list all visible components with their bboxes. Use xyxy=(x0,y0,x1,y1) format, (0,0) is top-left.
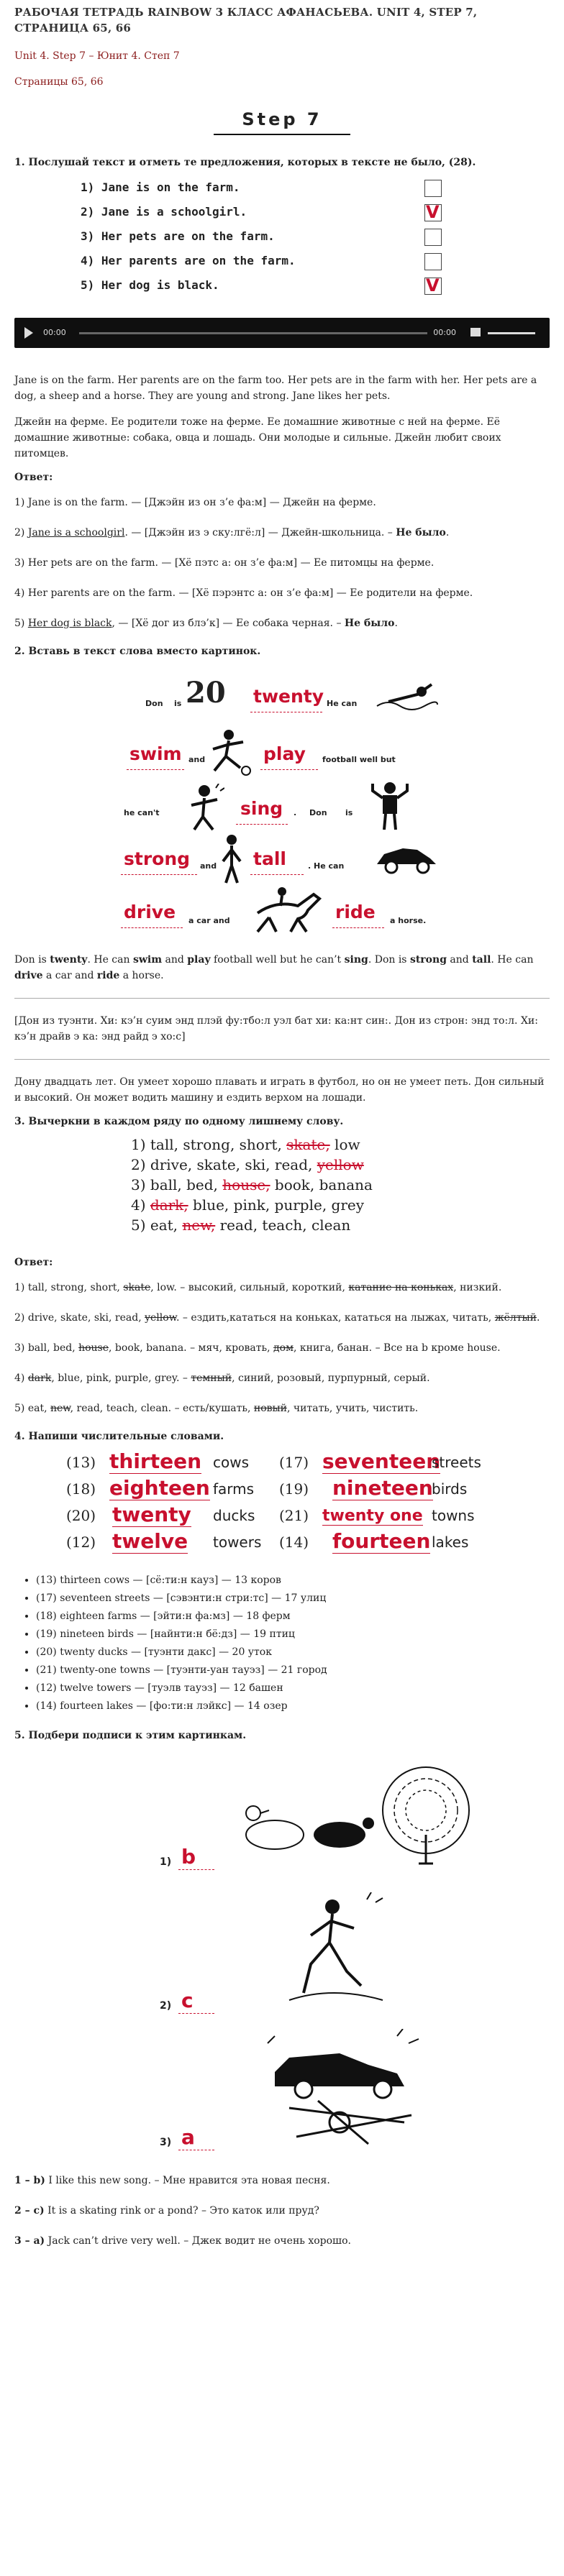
answer-word: strong xyxy=(124,848,191,869)
struck-word: dark, xyxy=(150,1196,188,1214)
answer-text: , low. – высокий, сильный, короткий, xyxy=(150,1282,349,1293)
answer-label: Ответ: xyxy=(14,472,53,483)
written-number: fourteen xyxy=(332,1529,431,1553)
struck-word: темный xyxy=(191,1372,232,1384)
answer-line xyxy=(14,555,550,571)
answer-text: 3) ball, bed, xyxy=(14,1342,79,1354)
list-item: • (21) twenty-one towns — [туэнти-уан тауэз] — 21 город xyxy=(36,1661,550,1679)
answer-5-list xyxy=(14,2173,550,2249)
number-label: (17) xyxy=(279,1454,309,1471)
answer-text: . xyxy=(536,1312,540,1324)
answer-line xyxy=(14,1340,550,1356)
word-row-text: 1) tall, strong, short, xyxy=(131,1136,287,1153)
play-icon[interactable] xyxy=(24,327,33,339)
answer-line xyxy=(178,1869,214,1870)
story-word: he can't xyxy=(124,808,160,817)
story-text: a horse. xyxy=(119,970,164,981)
written-number: thirteen xyxy=(109,1449,202,1473)
exercise-4-figure xyxy=(66,1449,498,1556)
exercise-1-row xyxy=(81,273,483,298)
exercise-1-sentence: 4) Her parents are on the farm. xyxy=(81,254,296,267)
answer-text: Jack can’t drive very well. – Джек водит не очень хорошо. xyxy=(45,2235,351,2247)
number-label: (13) xyxy=(66,1454,96,1471)
exercise-4-row xyxy=(66,1449,498,1476)
picture-label: 2) xyxy=(160,2000,172,2012)
number-label: (21) xyxy=(279,1507,309,1524)
story-word: football well but xyxy=(322,755,396,764)
answer-key: 1 – b) xyxy=(14,2175,45,2186)
answer-text: I like this new song. – Мне нравится эта новая песня. xyxy=(45,2175,330,2186)
answer-text: , синий, розовый, пурпурный, серый. xyxy=(232,1372,430,1384)
struck-word: новый xyxy=(253,1403,287,1414)
story-word: and xyxy=(188,755,206,764)
exercise-3-row xyxy=(131,1155,433,1175)
step-heading: Step 7 xyxy=(242,109,322,129)
car-picture xyxy=(374,834,439,877)
football-player-picture xyxy=(204,728,255,778)
answer-text: 1) tall, strong, short, xyxy=(14,1282,124,1293)
story-bold-word: drive xyxy=(14,970,43,981)
written-number: eighteen xyxy=(109,1476,210,1500)
answer-line xyxy=(14,2173,550,2188)
divider xyxy=(14,1059,550,1060)
answer-line xyxy=(14,585,550,601)
answer-line xyxy=(250,874,304,875)
exercise-3-row xyxy=(131,1135,433,1155)
answer-4-list xyxy=(14,1572,550,1715)
exercise-5-figure xyxy=(81,1748,483,2158)
exercise-3-figure xyxy=(131,1135,433,1235)
breadcrumb-pages: Страницы 65, 66 xyxy=(14,76,104,88)
answer-text: 2) xyxy=(14,527,28,538)
answer-word: drive xyxy=(124,902,176,922)
answer-word: swim xyxy=(129,743,182,764)
birds-picture xyxy=(232,1748,476,1871)
exercise-1-row xyxy=(81,249,483,273)
answer-word: play xyxy=(263,743,306,764)
story-bold-word: ride xyxy=(96,970,120,981)
answer-letter: b xyxy=(181,1845,196,1869)
written-number: nineteen xyxy=(332,1476,433,1500)
number-label: (12) xyxy=(66,1534,96,1551)
check-mark: V xyxy=(426,275,440,295)
divider xyxy=(14,998,550,999)
answer-line xyxy=(121,874,197,875)
volume-icon[interactable] xyxy=(470,328,481,336)
story-text: and xyxy=(446,954,473,966)
story-bold-word: sing xyxy=(344,954,368,966)
list-item: • (12) twelve towers — [туэлв тауэз] — 12 башен xyxy=(36,1679,550,1697)
answer-line xyxy=(14,1401,550,1416)
noun: farms xyxy=(213,1480,255,1498)
story-transcription: [Дон из туэнти. Хи: кэ’н суим энд плэй фу:тбо:л уэл бат хи: ка:нт син:. Дон из строн: энд то:л. Хи: кэ’н драйв э ка: энд райд э хо:с] xyxy=(14,1015,538,1042)
answer-text: , book, banana. – мяч, кровать, xyxy=(109,1342,274,1354)
task-5-heading: 5. Подбери подписи к этим картинкам. xyxy=(14,1730,247,1741)
struck-word: new, xyxy=(182,1216,216,1234)
exercise-4-row xyxy=(66,1529,498,1556)
list-item: • (18) eighteen farms — [эйти:н фа:мз] — 18 ферм xyxy=(36,1608,550,1626)
answer-line xyxy=(121,927,183,928)
answer-line: 5) Her dog is black, — [Хё дог из блэ’к] — Ее собака черная. – Не было. xyxy=(14,618,398,629)
skater-picture xyxy=(282,1892,390,2007)
exercise-3-row xyxy=(131,1215,433,1235)
story-bold-word: swim xyxy=(132,954,163,966)
exercise-1-row xyxy=(81,200,483,224)
exercise-1-row xyxy=(81,224,483,249)
answer-text: , read, teach, clean. – есть/кушать, xyxy=(70,1403,254,1414)
answer-text: . – ездить,кататься на коньках, кататься на лыжах, читать, xyxy=(176,1312,495,1324)
swimmer-picture xyxy=(374,677,439,713)
checkbox xyxy=(424,229,442,246)
verdict: Не было xyxy=(396,527,446,538)
story-text: football well but he can’t xyxy=(210,954,345,966)
story-word: and xyxy=(200,861,217,871)
story-word: is xyxy=(345,808,353,817)
list-item: • (20) twenty ducks — [туэнти дакс] — 20 уток xyxy=(36,1644,550,1661)
story-russian: Дону двадцать лет. Он умеет хорошо плавать и играть в футбол, но он не умеет петь. Дон сильный и высокий. Он может водить машину и ездить верхом на лошади. xyxy=(14,1076,545,1104)
noun: birds xyxy=(432,1480,468,1498)
answer-text: 3) Her pets are on the farm. — [Хё пэтс а: он з’е фа:м] — Ее питомцы на ферме. xyxy=(14,557,435,569)
answer-line xyxy=(178,2013,214,2014)
written-number: twenty xyxy=(112,1503,191,1526)
story-text: a car and xyxy=(42,970,97,981)
answer-text: 4) xyxy=(14,1372,28,1384)
picture-label: 1) xyxy=(160,1856,172,1868)
text-english: Jane is on the farm. Her parents are on the farm too. Her pets are in the farm with her. Her pets are a dog, a sheep and a horse. They are young and strong. Jane likes her pets. xyxy=(14,375,537,402)
audio-total-time: 00:00 xyxy=(433,328,456,337)
task-4-heading: 4. Напиши числительные словами. xyxy=(14,1431,224,1442)
answer-line xyxy=(14,2233,550,2249)
audio-progress-bar[interactable] xyxy=(79,332,427,334)
exercise-1-sentence: 2) Jane is a schoolgirl. xyxy=(81,205,247,219)
story-bold-word: tall xyxy=(472,954,491,966)
audio-player xyxy=(14,318,550,348)
story-text: and xyxy=(162,954,188,966)
exercise-1-sentence: 1) Jane is on the farm. xyxy=(81,180,240,194)
answer-word: ride xyxy=(335,902,376,922)
story-text: . He can xyxy=(87,954,133,966)
struck-word: катание на коньках xyxy=(348,1282,454,1293)
noun: towers xyxy=(213,1534,262,1551)
struck-word: new xyxy=(50,1403,70,1414)
answer-label: Ответ: xyxy=(14,1257,53,1268)
word-row-text: 4) xyxy=(131,1196,150,1214)
volume-slider[interactable] xyxy=(488,332,535,334)
answer-line xyxy=(14,2203,550,2219)
number-label: (20) xyxy=(66,1507,96,1524)
struck-word: house, xyxy=(222,1176,270,1193)
noun: cows xyxy=(213,1454,250,1471)
written-number: twenty one xyxy=(322,1507,423,1525)
exercise-1-sentence: 5) Her dog is black. xyxy=(81,278,219,292)
verdict: Не было xyxy=(344,618,395,629)
answer-key: 3 – a) xyxy=(14,2235,45,2247)
story-text: Don is xyxy=(14,954,50,966)
struck-word: house xyxy=(78,1342,109,1354)
page-title: РАБОЧАЯ ТЕТРАДЬ RAINBOW 3 КЛАСС АФАНАСЬЕВА. UNIT 4, STEP 7, СТРАНИЦА 65, 66 xyxy=(14,6,478,35)
tall-man-picture xyxy=(219,834,245,884)
number-label: (19) xyxy=(279,1480,309,1498)
answer-text: , — [Хё дог из блэ’к] — Ее собака черная. – xyxy=(112,618,345,629)
horse-rider-picture xyxy=(247,884,327,933)
story-bold-word: twenty xyxy=(50,954,88,966)
answer-text: 5) xyxy=(14,618,28,629)
exercise-4-row xyxy=(66,1476,498,1503)
exercise-1-row xyxy=(81,175,483,200)
number-label: (18) xyxy=(66,1480,96,1498)
answer-text: It is a skating rink or a pond? – Это каток или пруд? xyxy=(44,2205,319,2217)
checkbox xyxy=(424,253,442,270)
answer-letter: c xyxy=(181,1989,194,2012)
step-underline xyxy=(214,134,350,135)
answer-text: , читать, учить, чистить. xyxy=(286,1403,419,1414)
answer-line xyxy=(14,495,550,510)
story-english xyxy=(14,952,550,984)
story-word: He can xyxy=(327,699,358,708)
exercise-1-figure xyxy=(81,175,483,298)
exercise-4-row xyxy=(66,1503,498,1529)
struck-word: dark xyxy=(27,1372,52,1384)
answer-text: 2) drive, skate, ski, read, xyxy=(14,1312,145,1324)
answer-line xyxy=(260,769,318,770)
underlined-text: Her dog is black xyxy=(27,618,112,629)
breadcrumb-unit: Unit 4. Step 7 – Юнит 4. Степ 7 xyxy=(14,50,180,62)
story-word: Don xyxy=(309,808,327,817)
story-bold-word: play xyxy=(187,954,211,966)
page xyxy=(14,0,550,2249)
noun: ducks xyxy=(213,1507,255,1524)
car-crash-picture xyxy=(260,2029,426,2151)
answer-word: tall xyxy=(253,848,286,869)
answer-1-list xyxy=(14,495,550,631)
answer-word: twenty xyxy=(253,686,324,707)
noun: towns xyxy=(432,1507,475,1524)
word-row-text: low xyxy=(329,1136,360,1153)
answer-line xyxy=(332,927,384,928)
story-word: a horse. xyxy=(390,916,427,925)
struck-word: yellow xyxy=(145,1312,177,1324)
answer-line xyxy=(236,824,288,825)
picture-story xyxy=(81,664,483,938)
answer-line xyxy=(127,769,184,770)
struck-word: skate xyxy=(123,1282,151,1293)
list-item: • (17) seventeen streets — [сэвэнти:н стри:тс] — 17 улиц xyxy=(36,1590,550,1608)
story-bold-word: strong xyxy=(409,954,447,966)
answer-line xyxy=(14,1280,550,1296)
task-2-heading: 2. Вставь в текст слова вместо картинок. xyxy=(14,646,261,657)
word-row-text: read, teach, clean xyxy=(215,1216,351,1234)
exercise-3-row xyxy=(131,1175,433,1195)
written-number: twelve xyxy=(112,1529,188,1553)
noun: lakes xyxy=(432,1534,469,1551)
story-word: a car and xyxy=(188,916,230,925)
story-word: . He can xyxy=(308,861,345,871)
checkbox xyxy=(424,180,442,197)
answer-word: sing xyxy=(240,798,283,819)
answer-text: 4) Her parents are on the farm. — [Хё пэрэнтс а: он з’е фа:м] — Ее родители на ферме. xyxy=(14,587,473,599)
answer-text: , низкий. xyxy=(453,1282,502,1293)
word-row-text: book, banana xyxy=(270,1176,373,1193)
task-1-heading: 1. Послушай текст и отметь те предложения, которых в тексте не было, (28). xyxy=(14,157,476,168)
answer-line xyxy=(14,1310,550,1326)
answer-letter: a xyxy=(181,2125,195,2149)
task-3-heading: 3. Вычеркни в каждом ряду по одному лишнему слову. xyxy=(14,1116,344,1127)
story-word: . xyxy=(294,808,297,817)
singer-picture xyxy=(184,784,224,831)
noun: streets xyxy=(432,1454,481,1471)
struck-word: жёлтый xyxy=(494,1312,537,1324)
answer-text: 5) eat, xyxy=(14,1403,50,1414)
written-number: seventeen xyxy=(322,1449,441,1473)
word-row-text: 5) eat, xyxy=(131,1216,183,1234)
number-label: (14) xyxy=(279,1534,309,1551)
answer-key: 2 – c) xyxy=(14,2205,45,2217)
answer-text: , книга, банан. – Все на b кроме house. xyxy=(294,1342,501,1354)
exercise-1-sentence: 3) Her pets are on the farm. xyxy=(81,229,275,243)
list-item: • (13) thirteen cows — [сё:ти:н кауз] — 13 коров xyxy=(36,1572,550,1590)
word-row-text: 3) ball, bed, xyxy=(131,1176,223,1193)
struck-word: skate, xyxy=(286,1136,330,1153)
word-row-text: blue, pink, purple, grey xyxy=(188,1196,365,1214)
list-item: • (14) fourteen lakes — [фо:ти:н лэйкс] — 14 озер xyxy=(36,1697,550,1715)
story-text: . He can xyxy=(491,954,534,966)
story-word: Don xyxy=(145,699,163,708)
strong-man-picture xyxy=(368,781,411,831)
answer-line xyxy=(14,1370,550,1386)
struck-word: yellow xyxy=(317,1156,364,1173)
text-russian: Джейн на ферме. Ее родители тоже на ферме. Ее домашние животные с ней на ферме. Её домашние животные: собака, овца и лошадь. Они молодые и сильные. Джейн любит своих питомцев. xyxy=(14,416,501,459)
story-word: is xyxy=(174,699,182,708)
picture-label: 3) xyxy=(160,2137,172,2148)
audio-current-time: 00:00 xyxy=(43,328,66,337)
exercise-3-row xyxy=(131,1195,433,1215)
word-row-text: 2) drive, skate, ski, read, xyxy=(131,1156,317,1173)
answer-text: 1) Jane is on the farm. — [Джэйн из он з’е фа:м] — Джейн на ферме. xyxy=(14,497,376,508)
struck-word: дом xyxy=(273,1342,294,1354)
list-item: • (19) nineteen birds — [найнти:н бё:дз] — 19 птиц xyxy=(36,1626,550,1644)
check-mark: V xyxy=(426,202,440,222)
answer-text: . — [Джэйн из э ску:лгё:л] — Джейн-школьница. – xyxy=(124,527,396,538)
underlined-text: Jane is a schoolgirl xyxy=(27,527,125,538)
story-text: . Don is xyxy=(368,954,410,966)
number-20-picture: 20 xyxy=(186,676,226,710)
answer-line: 2) Jane is a schoolgirl. — [Джэйн из э ску:лгё:л] — Джейн-школьница. – Не было. xyxy=(14,527,450,538)
answer-3-list xyxy=(14,1280,550,1416)
answer-text: , blue, pink, purple, grey. – xyxy=(51,1372,191,1384)
